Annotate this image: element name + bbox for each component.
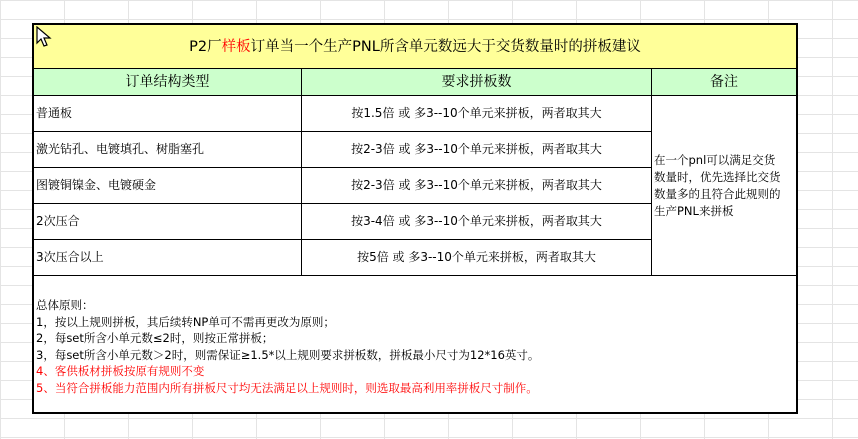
principles-heading: 总体原则： xyxy=(36,298,94,312)
note-cell xyxy=(652,96,796,276)
row-requirement-cell: 按2-3倍 或 多3--10个单元来拼板，两者取其大 xyxy=(302,168,652,204)
note-line: 生产PNL来拼板 xyxy=(654,203,734,218)
note-line: 在一个pnl可以满足交货 xyxy=(654,152,776,167)
row-type-cell: 图镀铜镍金、电镀硬金 xyxy=(34,168,302,204)
row-requirement-cell: 按5倍 或 多3--10个单元来拼板，两者取其大 xyxy=(302,240,652,276)
title-suffix: 订单当一个生产PNL所含单元数远大于交货数量时的拼板建议 xyxy=(250,39,641,55)
title-highlight: 样板 xyxy=(221,39,251,55)
title-prefix: P2厂 xyxy=(189,39,222,55)
row-type-cell: 普通板 xyxy=(34,96,302,132)
row-requirement-cell: 按3-4倍 或 多3--10个单元来拼板，两者取其大 xyxy=(302,204,652,240)
row-requirement-cell: 按2-3倍 或 多3--10个单元来拼板，两者取其大 xyxy=(302,132,652,168)
header-note: 备注 xyxy=(652,69,796,96)
principle-item: 2，每set所含小单元数≤2时，则按正常拼板； xyxy=(36,331,274,345)
header-order-type: 订单结构类型 xyxy=(34,69,302,96)
row-requirement-cell: 按1.5倍 或 多3--10个单元来拼板，两者取其大 xyxy=(302,96,652,132)
note-line: 数量时，优先选择比交货 xyxy=(654,169,781,184)
row-type-cell: 2次压合 xyxy=(34,204,302,240)
principle-item: 1，按以上规则拼板，其后续转NP单可不需再更改为原则； xyxy=(36,314,335,329)
row-type-cell: 3次压合以上 xyxy=(34,240,302,276)
general-principles xyxy=(36,297,792,396)
suggestion-table xyxy=(32,23,798,414)
note-line: 数量多的且符合此规则的 xyxy=(654,186,781,201)
header-requirement: 要求拼板数 xyxy=(302,69,652,96)
principle-item: 4、客供板材拼板按原有规则不变 xyxy=(36,364,205,378)
mouse-pointer-icon xyxy=(36,26,52,48)
principle-item: 5、当符合拼板能力范围内所有拼板尺寸均无法满足以上规则时，则选取最高利用率拼板尺寸制作。 xyxy=(36,380,538,395)
principle-item: 3，每set所含小单元数＞2时，则需保证≥1.5*以上规则要求拼板数，拼板最小尺寸为12*16英寸。 xyxy=(36,347,540,362)
table-title xyxy=(34,25,796,69)
row-type-cell: 激光钻孔、电镀填孔、树脂塞孔 xyxy=(34,132,302,168)
